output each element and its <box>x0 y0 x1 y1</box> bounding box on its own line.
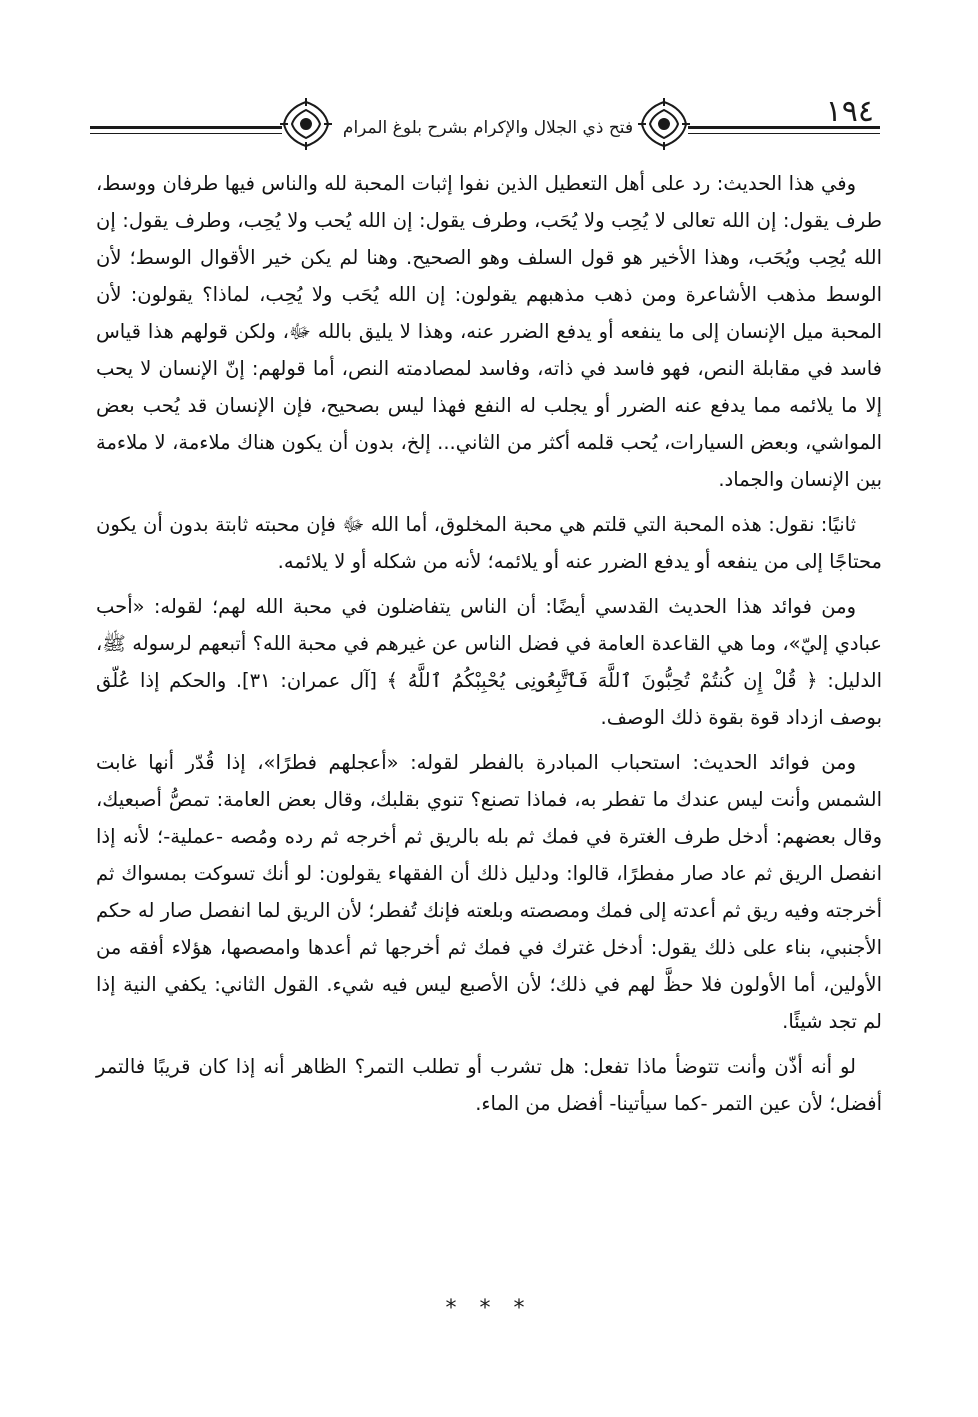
floral-ornament-icon <box>278 96 334 152</box>
body-text <box>96 165 882 1130</box>
page-header <box>90 92 880 152</box>
paragraph: لو أنه أذّن وأنت تتوضأ ماذا تفعل: هل تشرب أو تطلب التمر؟ الظاهر أنه إذا كان قريبًا فالتمر أفضل؛ لأن عين التمر -كما سيأتينا- أفضل من الماء. <box>96 1055 882 1115</box>
paragraph: ثانيًا: نقول: هذه المحبة التي قلتم هي محبة المخلوق، أما الله ﷻ فإن محبته ثابتة بدون أن يكون محتاجًا إلى من ينفعه أو يدفع الضرر عنه أو يلائمه؛ لأنه من شكله أو لا يلائمه. <box>96 513 882 573</box>
floral-ornament-icon <box>636 96 692 152</box>
paragraph: ومن فوائد الحديث: استحباب المبادرة بالفطر لقوله: «أعجلهم فطرًا»، إذا قُدّر أنها غابت الشمس وأنت ليس عندك ما تفطر به، فماذا تصنع؟ تنوي بقلبك، وقال بعض العامة: تمصُّ أصبعيك، وقال بعضهم: أدخل طرف الغترة في فمك ثم بله بالريق ثم أخرجه ثم رده ومُصه -عملية-؛ لأنه إذا انفصل الريق ثم عاد صار مفطرًا، قالوا: ودليل ذلك أن الفقهاء يقولون: لو أنك تسوكت بمسواك ثم أخرجته وفيه ريق ثم أعدته إلى فمك ومصصته وبلعته فإنك تُفطر؛ لأن الريق لما انفصل صار له حكم الأجنبي، بناء على ذلك يقول: أدخل غترك في فمك ثم أخرجها ثم أعدها وامصصها، هؤلاء أفقه من الأولين، أما الأولون فلا حظَّ لهم في ذلك؛ لأن الأصبع ليس فيه شيء. القول الثاني: يكفي النية إذا لم تجد شيئًا. <box>96 751 882 1033</box>
header-rule-left <box>90 126 282 129</box>
running-title: فتح ذي الجلال والإكرام بشرح بلوغ المرام <box>342 118 634 138</box>
paragraph: ومن فوائد هذا الحديث القدسي أيضًا: أن الناس يتفاضلون في محبة الله لهم؛ لقوله: «أحب عبادي إليّ»، وما هي القاعدة العامة في فضل الناس عن غيرهم في محبة الله؟ أتبعهم لرسوله ﷺ، الدليل: ﴿ قُلْ إِن كُنتُمْ تُحِبُّونَ ٱللَّهَ فَٱتَّبِعُونِى يُحْبِبْكُمُ ٱللَّهُ ﴾ [آل عمران: ٣١]. والحكم إذا عُلّق بوصف ازداد قوة بقوة ذلك الوصف. <box>96 595 882 729</box>
section-divider: * * * <box>445 1296 533 1321</box>
paragraph: وفي هذا الحديث: رد على أهل التعطيل الذين نفوا إثبات المحبة لله والناس فيها طرفان ووسط، طرف يقول: إن الله تعالى لا يُحِب ولا يُحَب، وطرف يقول: إن الله يُحب ولا يُحِب، وطرف يقول: إن الله يُحِب ويُحَب، وهذا الأخير هو قول السلف وهو الصحيح. وهنا لم يكن خير الأقوال الوسط؛ لأن الوسط مذهب الأشاعرة ومن ذهب مذهبهم يقولون: إن الله يُحَب ولا يُحِب، لماذا؟ يقولون: لأن المحبة ميل الإنسان إلى ما ينفعه أو يدفع الضرر عنه، وهذا لا يليق بالله ﷻ، ولكن قولهم هذا قياس فاسد في مقابلة النص، فهو فاسد في ذاته، وفاسد لمصادمته النص، أما قولهم: إنّ الإنسان لا يحب إلا ما يلائمه مما يدفع عنه الضرر أو يجلب له النفع فهذا ليس بصحيح، فإن الإنسان قد يُحب بعض المواشي، وبعض السيارات، يُحب قلمه أكثر من الثاني... إلخ، بدون أن يكون هناك ملاءمة، لا ملاءمة بين الإنسان والجماد. <box>96 172 882 491</box>
page-number: ١٩٤ <box>825 94 874 129</box>
